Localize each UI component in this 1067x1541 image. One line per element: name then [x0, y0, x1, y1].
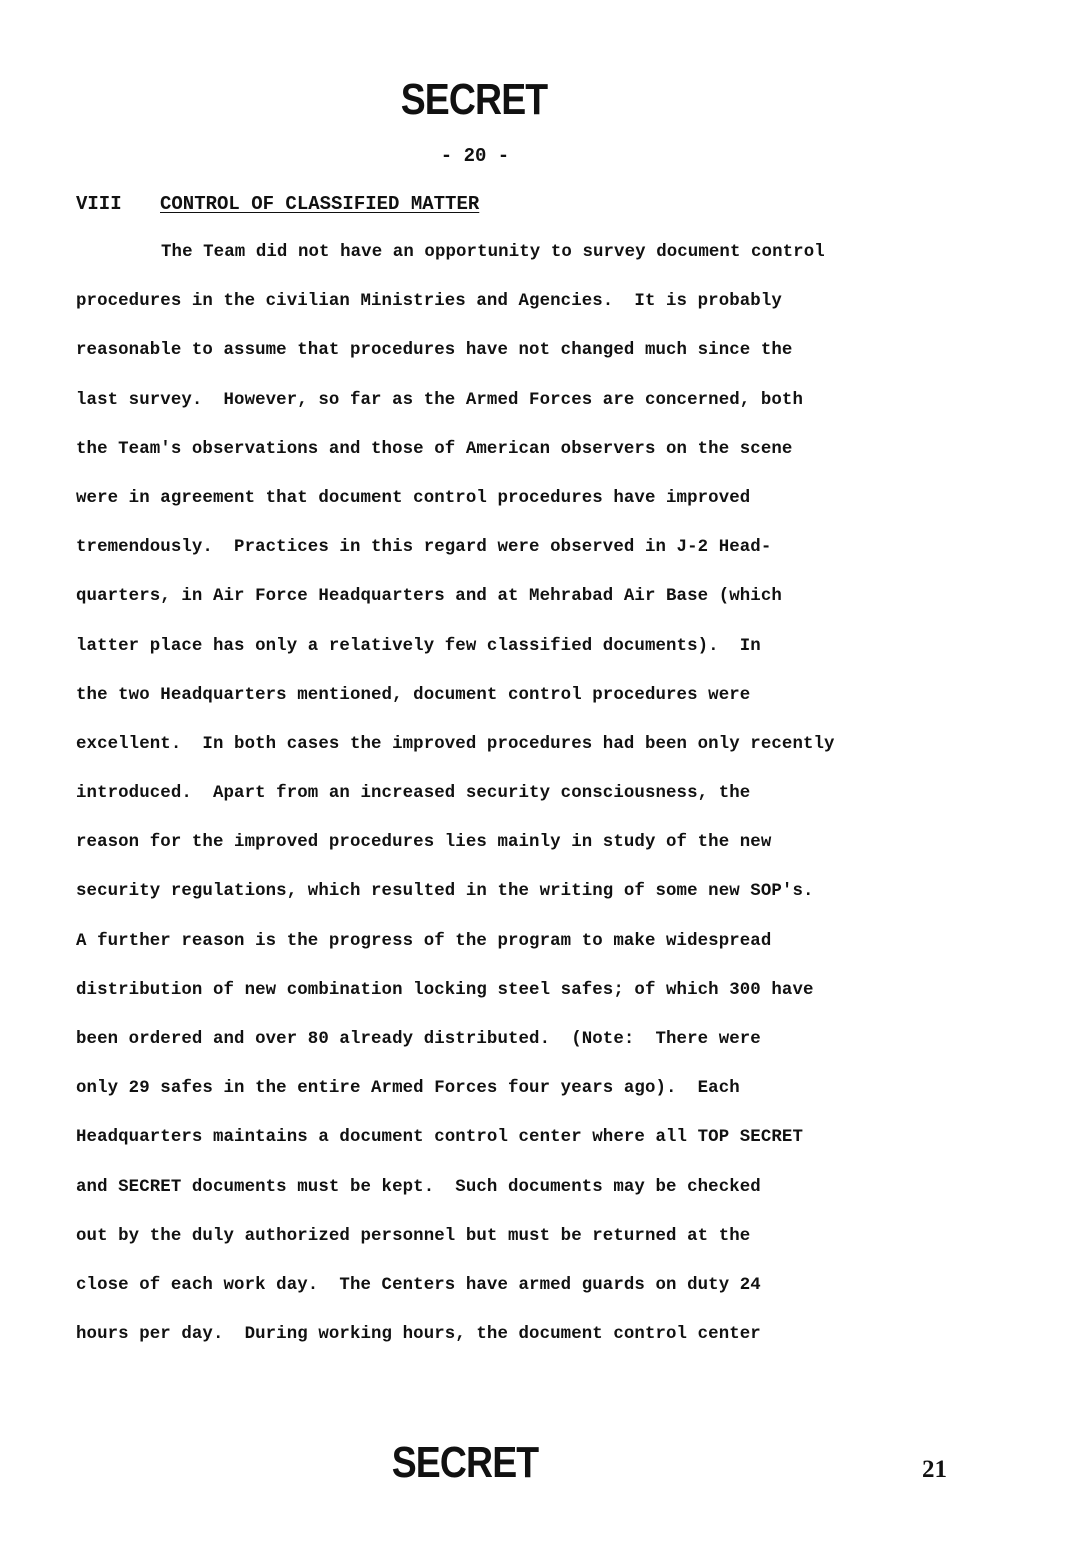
- body-line: procedures in the civilian Ministries and Agencies. It is probably: [76, 292, 782, 312]
- body-line: latter place has only a relatively few classified documents). In: [76, 636, 761, 656]
- body-line: security regulations, which resulted in the writing of some new SOP's.: [76, 882, 814, 902]
- body-line: Headquarters maintains a document control center where all TOP SECRET: [76, 1128, 803, 1148]
- body-line: only 29 safes in the entire Armed Forces four years ago). Each: [76, 1079, 740, 1099]
- body-line: last survey. However, so far as the Armed Forces are concerned, both: [76, 390, 803, 410]
- body-line: close of each work day. The Centers have armed guards on duty 24: [76, 1275, 761, 1295]
- body-line: quarters, in Air Force Headquarters and at Mehrabad Air Base (which: [76, 587, 782, 607]
- body-line: reasonable to assume that procedures have not changed much since the: [76, 341, 793, 361]
- body-line: A further reason is the progress of the program to make widespread: [76, 931, 772, 951]
- body-line: tremendously. Practices in this regard were observed in J-2 Head-: [76, 538, 772, 558]
- header-classification-stamp: SECRET: [400, 75, 548, 124]
- footer-classification-stamp: SECRET: [391, 1438, 539, 1487]
- body-line: introduced. Apart from an increased security consciousness, the: [76, 784, 751, 804]
- section-number: VIII: [76, 193, 122, 215]
- section-heading: [76, 193, 479, 215]
- body-line: the Team's observations and those of American observers on the scene: [76, 439, 793, 459]
- body-line: hours per day. During working hours, the document control center: [76, 1325, 761, 1345]
- body-line: and SECRET documents must be kept. Such documents may be checked: [76, 1177, 761, 1197]
- internal-page-marker: - 20 -: [440, 145, 510, 167]
- body-line: the two Headquarters mentioned, document control procedures were: [76, 685, 751, 705]
- section-title: CONTROL OF CLASSIFIED MATTER: [160, 193, 480, 215]
- body-line: The Team did not have an opportunity to survey document control: [161, 243, 825, 262]
- body-paragraph: [76, 235, 996, 1366]
- page-number: 21: [922, 1456, 947, 1483]
- body-line: excellent. In both cases the improved procedures had been only recently: [76, 734, 835, 754]
- body-line: reason for the improved procedures lies mainly in study of the new: [76, 833, 772, 853]
- body-line: out by the duly authorized personnel but must be returned at the: [76, 1226, 751, 1246]
- body-line: been ordered and over 80 already distributed. (Note: There were: [76, 1030, 761, 1049]
- body-line: were in agreement that document control procedures have improved: [76, 488, 751, 508]
- body-line: distribution of new combination locking steel safes; of which 300 have: [76, 980, 814, 1000]
